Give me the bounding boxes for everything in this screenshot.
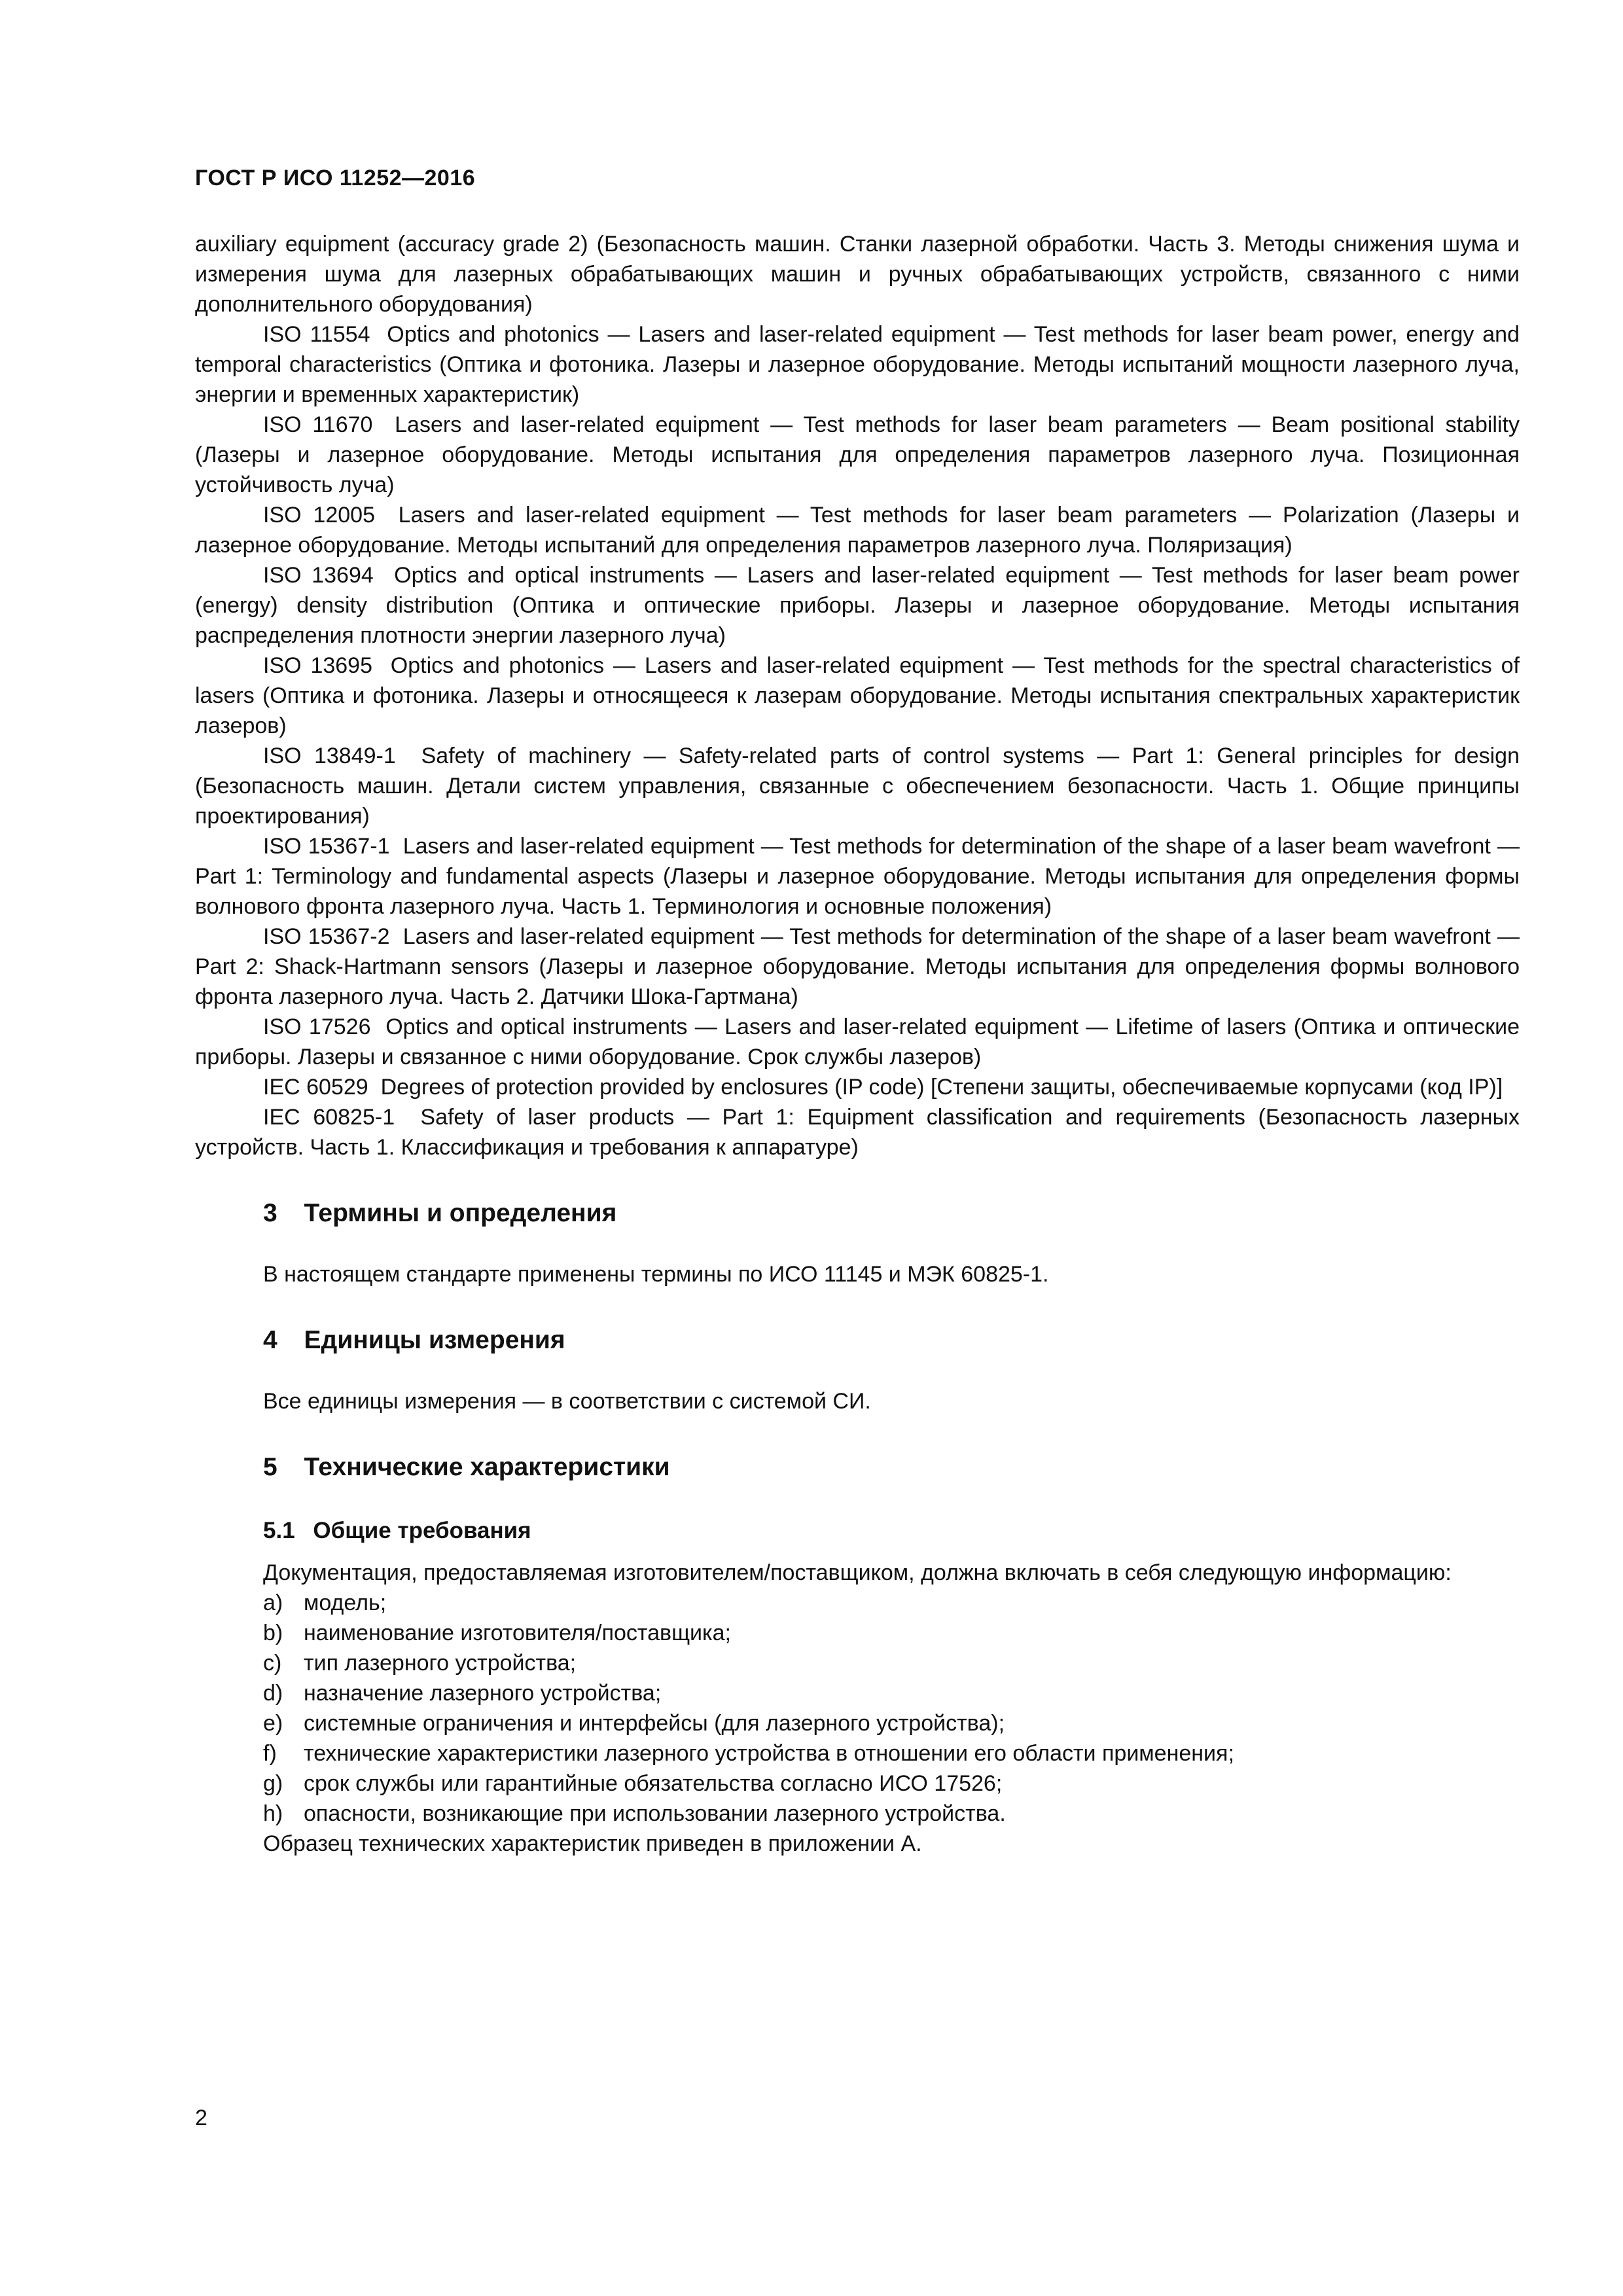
list-item-h-label: h) — [263, 1801, 283, 1826]
list-item-e-label: e) — [263, 1711, 283, 1736]
subsection-5-1-outro: Образец технических характеристик приведен в приложении А. — [263, 1831, 922, 1856]
list-item-b-label: b) — [263, 1621, 283, 1645]
reference-iso-13695: ISO 13695 Optics and photonics — Lasers and laser-related equipment — Test methods for the spectral characteristics of lasers (Оптика и фотоника. Лазеры и относящееся к лазерам оборудование. Методы испытания спектральных характеристик лазеров) — [195, 653, 1520, 738]
subsection-5-1-number: 5.1 — [263, 1518, 295, 1543]
list-item-a-text: модель; — [304, 1590, 387, 1615]
list-item-f — [263, 1738, 1520, 1768]
reference-iso-17526: ISO 17526 Optics and optical instruments — Lasers and laser-related equipment — Lifetime of lasers (Оптика и оптические приборы. Лазеры и связанное с ними оборудование. Срок службы лазеров) — [195, 1014, 1520, 1069]
list-item-h — [263, 1799, 1520, 1829]
running-header: ГОСТ Р ИСО 11252—2016 — [195, 166, 476, 190]
reference-iec-60529: IEC 60529 Degrees of protection provided by enclosures (IP code) [Степени защиты, обеспечиваемые корпусами (код IP)] — [263, 1075, 1503, 1100]
section-4-heading — [263, 1325, 1520, 1356]
reference-iso-13849-1: ISO 13849-1 Safety of machinery — Safety-related parts of control systems — Part 1: General principles for design (Безопасность машин. Детали систем управления, связанные с обеспечением безопасности. Часть 1. Общие принципы проектирования) — [195, 744, 1520, 829]
reference-iso-15367-1: ISO 15367-1 Lasers and laser-related equipment — Test methods for determination of the shape of a laser beam wavefront — Part 1: Terminology and fundamental aspects (Лазеры и лазерное оборудование. Методы испытания для определения формы волнового фронта лазерного луча. Часть 1. Терминология и основные положения) — [195, 834, 1520, 919]
subsection-5-1-intro: Документация, предоставляемая изготовителем/поставщиком, должна включать в себя следующую информацию: — [263, 1560, 1452, 1585]
reference-iec-60825-1: IEC 60825-1 Safety of laser products — Part 1: Equipment classification and requirements (Безопасность лазерных устройств. Часть 1. Классификация и требования к аппаратуре) — [195, 1105, 1520, 1160]
reference-iso-15367-2: ISO 15367-2 Lasers and laser-related equipment — Test methods for determination of the shape of a laser beam wavefront — Part 2: Shack-Hartmann sensors (Лазеры и лазерное оборудование. Методы испытания для определения формы волнового фронта лазерного луча. Часть 2. Датчики Шока-Гартмана) — [195, 924, 1520, 1009]
section-5-number: 5 — [263, 1453, 277, 1481]
continuation-paragraph: auxiliary equipment (accuracy grade 2) (Безопасность машин. Станки лазерной обработки. Часть 3. Методы снижения шума и измерения шума для лазерных обрабатывающих машин и ручных обрабатывающих устройств, связанного с ними дополнительного оборудования) — [195, 232, 1520, 317]
list-item-d — [263, 1678, 1520, 1708]
document-body — [195, 229, 1520, 1859]
page-number: 2 — [195, 2106, 207, 2130]
list-item-d-text: назначение лазерного устройства; — [304, 1681, 662, 1706]
section-5-heading — [263, 1452, 1520, 1483]
list-item-c-text: тип лазерного устройства; — [304, 1651, 577, 1676]
section-4-paragraph: Все единицы измерения — в соответствии с системой СИ. — [263, 1389, 871, 1414]
subsection-5-1-title: Общие требования — [313, 1518, 531, 1543]
reference-iso-11554: ISO 11554 Optics and photonics — Lasers and laser-related equipment — Test methods for laser beam power, energy and temporal characteristics (Оптика и фотоника. Лазеры и лазерное оборудование. Методы испытаний мощности лазерного луча, энергии и временных характеристик) — [195, 322, 1520, 407]
list-item-a — [263, 1588, 1520, 1618]
list-item-h-text: опасности, возникающие при использовании лазерного устройства. — [304, 1801, 1006, 1826]
list-item-a-label: a) — [263, 1590, 283, 1615]
list-item-b-text: наименование изготовителя/поставщика; — [304, 1621, 732, 1645]
subsection-5-1-heading — [263, 1516, 1520, 1546]
reference-iso-13694: ISO 13694 Optics and optical instruments — Lasers and laser-related equipment — Test methods for laser beam power (energy) density distribution (Оптика и оптические приборы. Лазеры и лазерное оборудование. Методы испытания распределения плотности энергии лазерного луча) — [195, 563, 1520, 648]
section-3-paragraph: В настоящем стандарте применены термины по ИСО 11145 и МЭК 60825-1. — [263, 1262, 1049, 1287]
list-item-g-label: g) — [263, 1771, 283, 1796]
section-4-title: Единицы измерения — [304, 1326, 565, 1354]
section-3-title: Термины и определения — [304, 1199, 617, 1227]
list-item-f-text: технические характеристики лазерного устройства в отношении его области применения; — [304, 1741, 1234, 1766]
reference-iso-12005: ISO 12005 Lasers and laser-related equipment — Test methods for laser beam parameters — Polarization (Лазеры и лазерное оборудование. Методы испытаний для определения параметров лазерного луча. Поляризация) — [195, 503, 1520, 558]
list-item-d-label: d) — [263, 1681, 283, 1706]
reference-iso-11670: ISO 11670 Lasers and laser-related equipment — Test methods for laser beam parameters — Beam positional stability (Лазеры и лазерное оборудование. Методы испытания для определения параметров лазерного луча. Позиционная устойчивость луча) — [195, 412, 1520, 497]
list-item-g — [263, 1768, 1520, 1799]
list-item-g-text: срок службы или гарантийные обязательства согласно ИСО 17526; — [304, 1771, 1003, 1796]
list-item-f-label: f) — [263, 1741, 277, 1766]
list-item-b — [263, 1618, 1520, 1648]
list-item-e — [263, 1708, 1520, 1738]
section-4-number: 4 — [263, 1326, 277, 1354]
section-3-heading — [263, 1198, 1520, 1229]
section-3-number: 3 — [263, 1199, 277, 1227]
list-item-c-label: c) — [263, 1651, 282, 1676]
list-item-c — [263, 1648, 1520, 1678]
section-5-title: Технические характеристики — [304, 1453, 670, 1481]
list-item-e-text: системные ограничения и интерфейсы (для лазерного устройства); — [304, 1711, 1005, 1736]
